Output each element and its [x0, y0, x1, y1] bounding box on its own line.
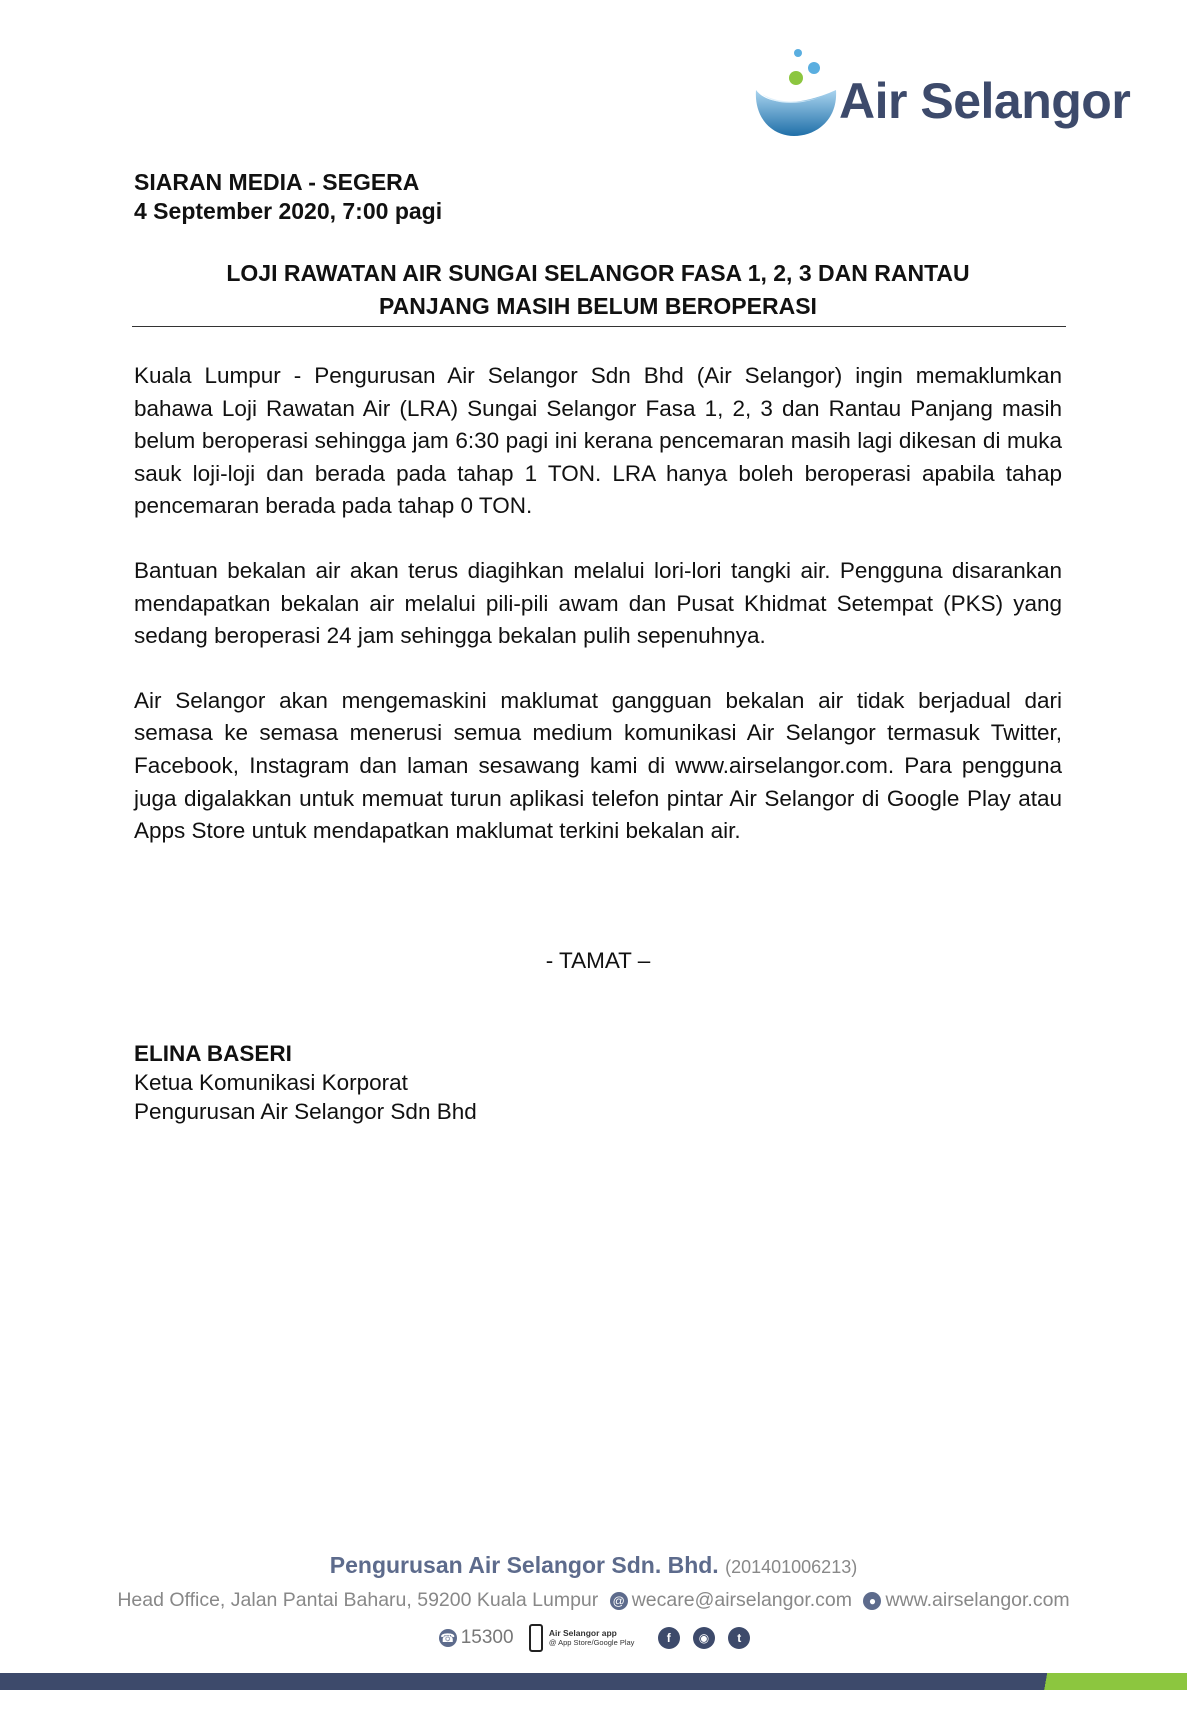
article-body [134, 360, 1062, 880]
footer-email[interactable]: wecare@airselangor.com [631, 1589, 853, 1611]
release-date: 4 September 2020, 7:00 pagi [134, 198, 443, 224]
signature-block [134, 1039, 477, 1126]
globe-icon: ● [863, 1592, 881, 1610]
headline-line-2: PANJANG MASIH BELUM BEROPERASI [379, 293, 817, 319]
footer-company [0, 1552, 1187, 1579]
footer-website[interactable]: www.airselangor.com [885, 1589, 1070, 1611]
footer-reg-number: (201401006213) [725, 1557, 858, 1577]
footer-address: Head Office, Jalan Pantai Baharu, 59200 Kuala Lumpur [117, 1589, 599, 1611]
twitter-icon[interactable]: t [728, 1627, 750, 1649]
app-stores: @ App Store/Google Play [548, 1638, 635, 1647]
footer-hotline: 15300 [460, 1627, 514, 1649]
body-paragraph: Kuala Lumpur - Pengurusan Air Selangor Sdn Bhd (Air Selangor) ingin memaklumkan bahawa Loji Rawatan Air (LRA) Sungai Selangor Fasa 1, 2, 3 dan Rantau Panjang masih belum beroperasi sehingga jam 6:30 pagi ini kerana pencemaran masih lagi dikesan di muka sauk loji-loji dan berada pada tahap 1 TON. LRA hanya boleh beroperasi apabila tahap pencemaran berada pada tahap 0 TON. [134, 363, 1062, 519]
release-label: SIARAN MEDIA - SEGERA [134, 169, 420, 195]
signatory-title: Ketua Komunikasi Korporat [134, 1070, 408, 1095]
headline [134, 257, 1062, 323]
instagram-icon[interactable]: ◉ [693, 1627, 715, 1649]
headline-line-1: LOJI RAWATAN AIR SUNGAI SELANGOR FASA 1, 2, 3 DAN RANTAU [226, 260, 970, 286]
release-header [134, 168, 442, 226]
signatory-name: ELINA BASERI [134, 1041, 292, 1066]
water-drop-logo-icon [752, 46, 842, 142]
headline-divider [132, 326, 1066, 327]
signatory-company: Pengurusan Air Selangor Sdn Bhd [134, 1099, 477, 1124]
footer-company-name: Pengurusan Air Selangor Sdn. Bhd. [329, 1552, 719, 1578]
end-marker: - TAMAT – [545, 948, 651, 973]
logo-wordmark: Air Selangor [839, 73, 1131, 129]
app-title: Air Selangor app [548, 1628, 617, 1638]
footer-address-line [0, 1589, 1187, 1612]
air-selangor-logo [752, 46, 1152, 142]
body-paragraph: Air Selangor akan mengemaskini maklumat gangguan bekalan air tidak berjadual dari semasa ke semasa menerusi semua medium komunikasi Air Selangor termasuk Twitter, Facebook, Instagram dan laman sesawang kami di www.airselangor.com. Para pengguna juga digalakkan untuk memuat turun aplikasi telefon pintar Air Selangor di Google Play atau Apps Store untuk mendapatkan maklumat terkini bekalan air. [134, 687, 1062, 844]
app-promo [549, 1629, 635, 1647]
facebook-icon[interactable]: f [658, 1627, 680, 1649]
smartphone-icon [529, 1624, 543, 1652]
footer-color-bar [0, 1673, 1187, 1690]
footer-contact-line [0, 1624, 1187, 1652]
email-icon: @ [610, 1592, 628, 1610]
body-paragraph: Bantuan bekalan air akan terus diagihkan melalui lori-lori tangki air. Pengguna disarankan mendapatkan bekalan air melalui pili-pili awam dan Pusat Khidmat Setempat (PKS) yang sedang beroperasi 24 jam sehingga bekalan pulih sepenuhnya. [134, 557, 1062, 649]
phone-icon: ☎ [440, 1631, 456, 1646]
